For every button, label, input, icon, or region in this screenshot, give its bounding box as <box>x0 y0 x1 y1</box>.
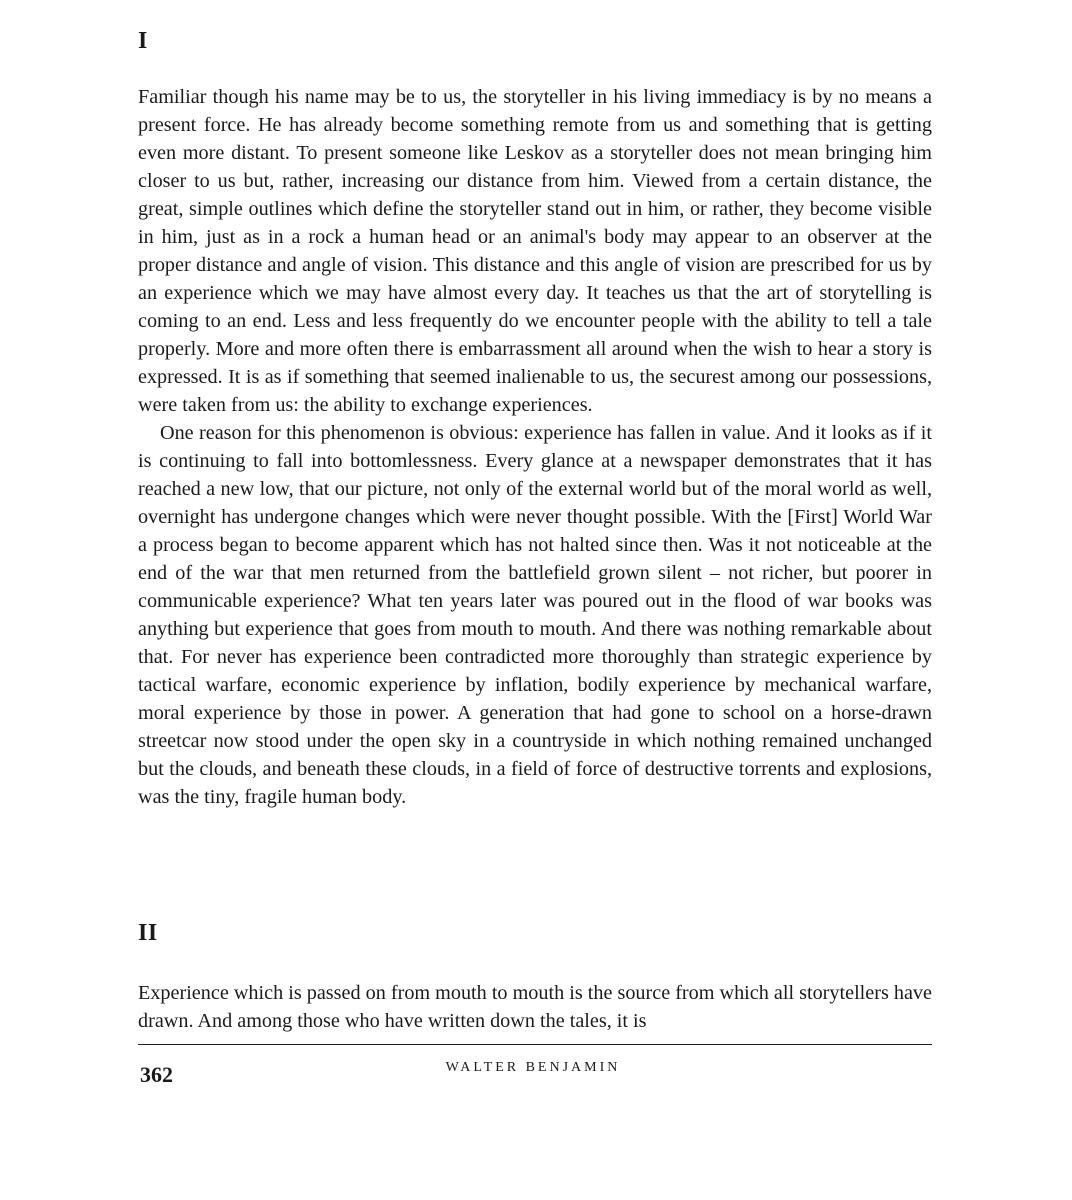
section-2-body <box>138 979 932 1035</box>
footer-divider <box>138 1044 932 1045</box>
running-footer <box>0 1060 1072 1076</box>
paragraph: Experience which is passed on from mouth to mouth is the source from which all storytellers have drawn. And among those who have written down the tales, it is <box>138 982 932 1032</box>
author-name: WALTER BENJAMIN <box>445 1060 621 1075</box>
section-heading-1: I <box>138 28 148 54</box>
paragraph: Familiar though his name may be to us, the storyteller in his living immediacy is by no means a present force. He has already become something remote from us and something that is getting even more distant. To present someone like Leskov as a storyteller does not mean bringing him closer to us but, rather, increasing our distance from him. Viewed from a certain distance, the great, simple outlines which define the storyteller stand out in him, or rather, they become visible in him, just as in a rock a human head or an animal's body may appear to an observer at the proper distance and angle of vision. This distance and this angle of vision are prescribed for us by an experience which we may have almost every day. It teaches us that the art of storytelling is coming to an end. Less and less frequently do we encounter people with the ability to tell a tale properly. More and more often there is embarrassment all around when the wish to hear a story is expressed. It is as if something that seemed inalienable to us, the securest among our possessions, were taken from us: the ability to exchange experiences. <box>138 86 932 416</box>
section-1-body <box>138 83 932 811</box>
page-number: 362 <box>140 1062 173 1087</box>
section-heading-2: II <box>138 920 158 946</box>
paragraph: One reason for this phenomenon is obvious: experience has fallen in value. And it looks as if it is continuing to fall into bottomlessness. Every glance at a newspaper demonstrates that it has reached a new low, that our picture, not only of the external world but of the moral world as well, overnight has undergone changes which were never thought possible. With the [First] World War a process began to become apparent which has not halted since then. Was it not noticeable at the end of the war that men returned from the battlefield grown silent – not richer, but poorer in communicable experience? What ten years later was poured out in the flood of war books was anything but experience that goes from mouth to mouth. And there was nothing remarkable about that. For never has experience been contradicted more thoroughly than strategic experience by tactical warfare, economic experience by inflation, bodily experience by mechanical warfare, moral experience by those in power. A generation that had gone to school on a horse-drawn streetcar now stood under the open sky in a countryside in which nothing remained unchanged but the clouds, and beneath these clouds, in a field of force of destructive torrents and explosions, was the tiny, fragile human body. <box>138 422 932 808</box>
